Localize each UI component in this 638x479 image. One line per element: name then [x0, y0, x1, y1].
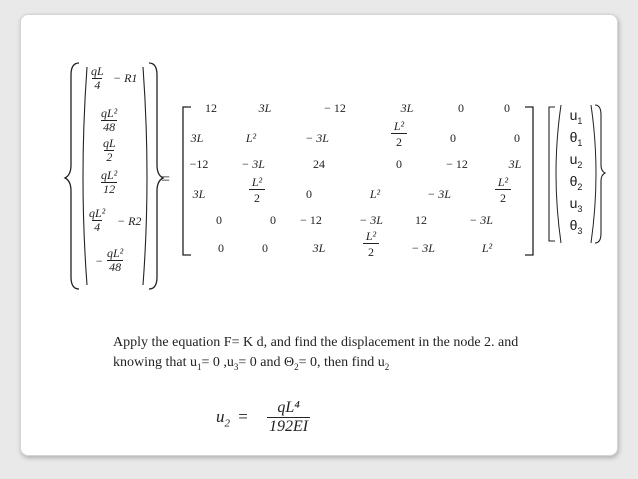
lv-row1-den: 4: [94, 78, 101, 92]
m-r1-c1: 12: [205, 101, 217, 115]
m-r6-c4-bar: [363, 243, 379, 244]
dv-theta2-sub: 2: [577, 181, 583, 192]
lv-row4-den: 12: [103, 182, 116, 196]
m-r4-c6-num: L²: [497, 175, 509, 189]
m-r2-c6: 0: [514, 131, 520, 145]
dv-u3: [570, 195, 583, 214]
matrix-right-bracket: [525, 107, 533, 255]
m-r3-c2: − 3L: [241, 157, 265, 171]
m-r5-c4: − 3L: [359, 213, 383, 227]
m-r6-c2: 0: [262, 241, 268, 255]
lv-row5-tail: − R2: [117, 214, 142, 228]
m-r4-c3: 0: [306, 187, 312, 201]
result-equation: [216, 407, 252, 429]
p2-sub2b: 2: [384, 361, 390, 372]
dv-u1: [570, 107, 583, 126]
right-paren: [143, 67, 147, 285]
result-lhs-sub: 2: [224, 417, 230, 430]
lv-row1-tail: − R1: [113, 71, 138, 85]
result-lhs: [216, 407, 230, 430]
dv-theta2-sym: θ: [569, 173, 578, 189]
m-r5-c3: − 12: [300, 213, 322, 227]
m-r3-c1: −12: [189, 157, 209, 171]
dv-theta3: [570, 217, 583, 236]
lv-row2-den: 48: [103, 120, 116, 134]
result-den: 192EI: [269, 418, 309, 435]
dv-u2-sub: 2: [577, 159, 583, 170]
vector-right-paren: [591, 105, 596, 243]
p2-sub2: 2: [294, 361, 299, 372]
dv-theta3-sub: 3: [577, 225, 583, 236]
lv-row5-frac: [87, 207, 107, 234]
dv-u2-sym: u: [569, 151, 578, 167]
slide: [20, 14, 618, 456]
left-paren: [83, 67, 87, 285]
lv-row4-num: qL²: [101, 168, 118, 182]
p2-sub1: 1: [197, 361, 202, 372]
result-fraction: [267, 399, 310, 436]
p2-d: = 0, then find u: [298, 355, 385, 370]
problem-statement: [113, 333, 593, 377]
lv-row6-sign: −: [95, 254, 104, 268]
dv-u3-sub: 3: [577, 203, 583, 214]
problem-line-2: [113, 353, 593, 377]
m-r6-c4-num: L²: [365, 229, 377, 243]
lv-row6-num: qL²: [107, 246, 124, 260]
dv-theta1: [570, 129, 583, 148]
m-r4-c6-bar: [495, 189, 511, 190]
lv-row1-frac: [89, 65, 106, 92]
m-r3-c5: − 12: [446, 157, 468, 171]
dv-theta3-sym: θ: [569, 217, 578, 233]
dv-u1-sub: 1: [577, 115, 583, 126]
m-r5-c6: − 3L: [469, 213, 493, 227]
lv-row4-frac: [99, 169, 119, 196]
m-r4-c4: L²: [369, 187, 381, 201]
p2-b: = 0 ,u: [201, 355, 234, 370]
m-r2-c2: L²: [245, 131, 257, 145]
m-r2-c4-den: 2: [396, 135, 402, 149]
m-r1-c2: 3L: [258, 101, 272, 115]
m-r2-c3: − 3L: [305, 131, 329, 145]
m-r2-c5: 0: [450, 131, 456, 145]
m-r4-c1: 3L: [192, 187, 206, 201]
vector-left-paren: [556, 105, 561, 243]
lv-row3-den: 2: [106, 150, 113, 164]
lv-row5-den: 4: [94, 220, 101, 234]
lv-row3-frac: [101, 137, 118, 164]
matrix-left-bracket: [183, 107, 191, 255]
lv-row6-den: 48: [109, 260, 122, 274]
p2-sub3: 3: [233, 361, 239, 372]
m-r4-c2-num: L²: [251, 175, 263, 189]
lv-row6-frac: [105, 247, 125, 274]
m-r1-c4: 3L: [400, 101, 414, 115]
m-r1-c3: − 12: [324, 101, 346, 115]
p2-a: knowing that u: [113, 355, 197, 370]
m-r1-c6: 0: [504, 101, 510, 115]
result-num: qL⁴: [277, 399, 300, 416]
m-r6-c3: 3L: [312, 241, 326, 255]
p2-c: = 0 and Θ: [238, 355, 295, 370]
dv-theta1-sub: 1: [577, 137, 583, 148]
lv-row5-num: qL²: [89, 206, 106, 220]
result-equals: =: [238, 407, 248, 426]
m-r3-c4: 0: [396, 157, 402, 171]
lv-row2-num: qL²: [101, 106, 118, 120]
m-r1-c5: 0: [458, 101, 464, 115]
m-r2-c1: 3L: [190, 131, 204, 145]
dv-theta1-sym: θ: [569, 129, 578, 145]
problem-line-1: Apply the equation F= K d, and find the displacement in the node 2. and: [113, 335, 519, 350]
brackets-layer: [21, 15, 617, 455]
dv-theta2: [570, 173, 583, 192]
dv-u1-sym: u: [569, 107, 578, 123]
result-lhs-sym: u: [216, 407, 225, 426]
m-r6-c4-den: 2: [368, 245, 374, 259]
left-curly-brace: [65, 63, 79, 289]
m-r6-c6: L²: [481, 241, 493, 255]
m-r4-c5: − 3L: [427, 187, 451, 201]
m-r2-c4-num: L²: [393, 119, 405, 133]
m-r4-c6-den: 2: [500, 191, 506, 205]
lv-row3-num: qL: [103, 136, 116, 150]
equals-sign: =: [161, 171, 171, 188]
lv-row2-frac: [99, 107, 119, 134]
vector-left-bracket: [549, 107, 555, 241]
m-r2-c4-bar: [391, 133, 407, 134]
m-r4-c2-den: 2: [254, 191, 260, 205]
m-r5-c2: 0: [270, 213, 276, 227]
dv-u3-sym: u: [569, 195, 578, 211]
dv-u2: [570, 151, 583, 170]
lv-row1-num: qL: [91, 64, 104, 78]
m-r6-c1: 0: [218, 241, 224, 255]
m-r4-c2-bar: [249, 189, 265, 190]
m-r5-c1: 0: [216, 213, 222, 227]
m-r5-c5: 12: [415, 213, 427, 227]
m-r3-c3: 24: [313, 157, 325, 171]
m-r3-c6: 3L: [508, 157, 522, 171]
m-r6-c5: − 3L: [411, 241, 435, 255]
